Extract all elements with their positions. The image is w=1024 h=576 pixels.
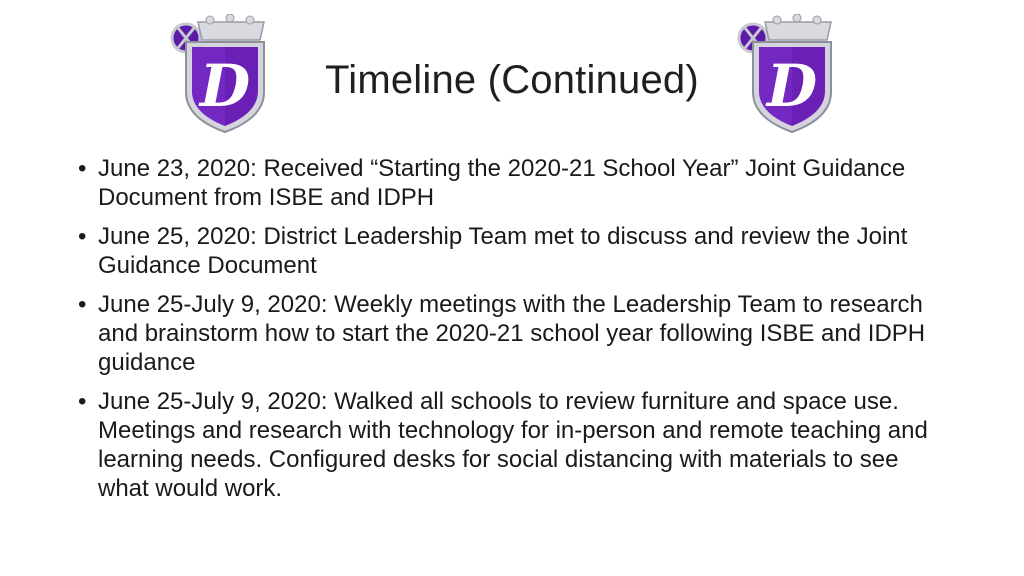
bullet-text: June 25-July 9, 2020: Walked all schools to review furniture and space use. Meetings and research with technology for in-person and remote teaching and learning needs. Configured desks for social distancing with materials to see what would work. bbox=[98, 388, 928, 502]
bullet-text: June 23, 2020: Received “Starting the 2020-21 School Year” Joint Guidance Document from ISBE and IDPH bbox=[98, 155, 906, 211]
bullet-dot-icon: • bbox=[78, 388, 87, 415]
slide-title: Timeline (Continued) bbox=[325, 58, 699, 102]
bullet-dot-icon: • bbox=[78, 223, 87, 250]
bullet-text: June 25-July 9, 2020: Weekly meetings with the Leadership Team to research and brainstorm how to start the 2020-21 school year following ISBE and IDPH guidance bbox=[98, 291, 926, 376]
bullet-list bbox=[74, 154, 954, 513]
bullet-item bbox=[74, 222, 954, 280]
bullet-dot-icon: • bbox=[78, 155, 87, 182]
crest-letter-left: D bbox=[199, 52, 251, 120]
crest-letter-right: D bbox=[766, 52, 818, 120]
bullet-text: June 25, 2020: District Leadership Team met to discuss and review the Joint Guidance Document bbox=[98, 223, 908, 279]
bullet-dot-icon: • bbox=[78, 291, 87, 318]
bullet-item bbox=[74, 387, 954, 503]
bullet-item bbox=[74, 290, 954, 377]
bullet-item bbox=[74, 154, 954, 212]
